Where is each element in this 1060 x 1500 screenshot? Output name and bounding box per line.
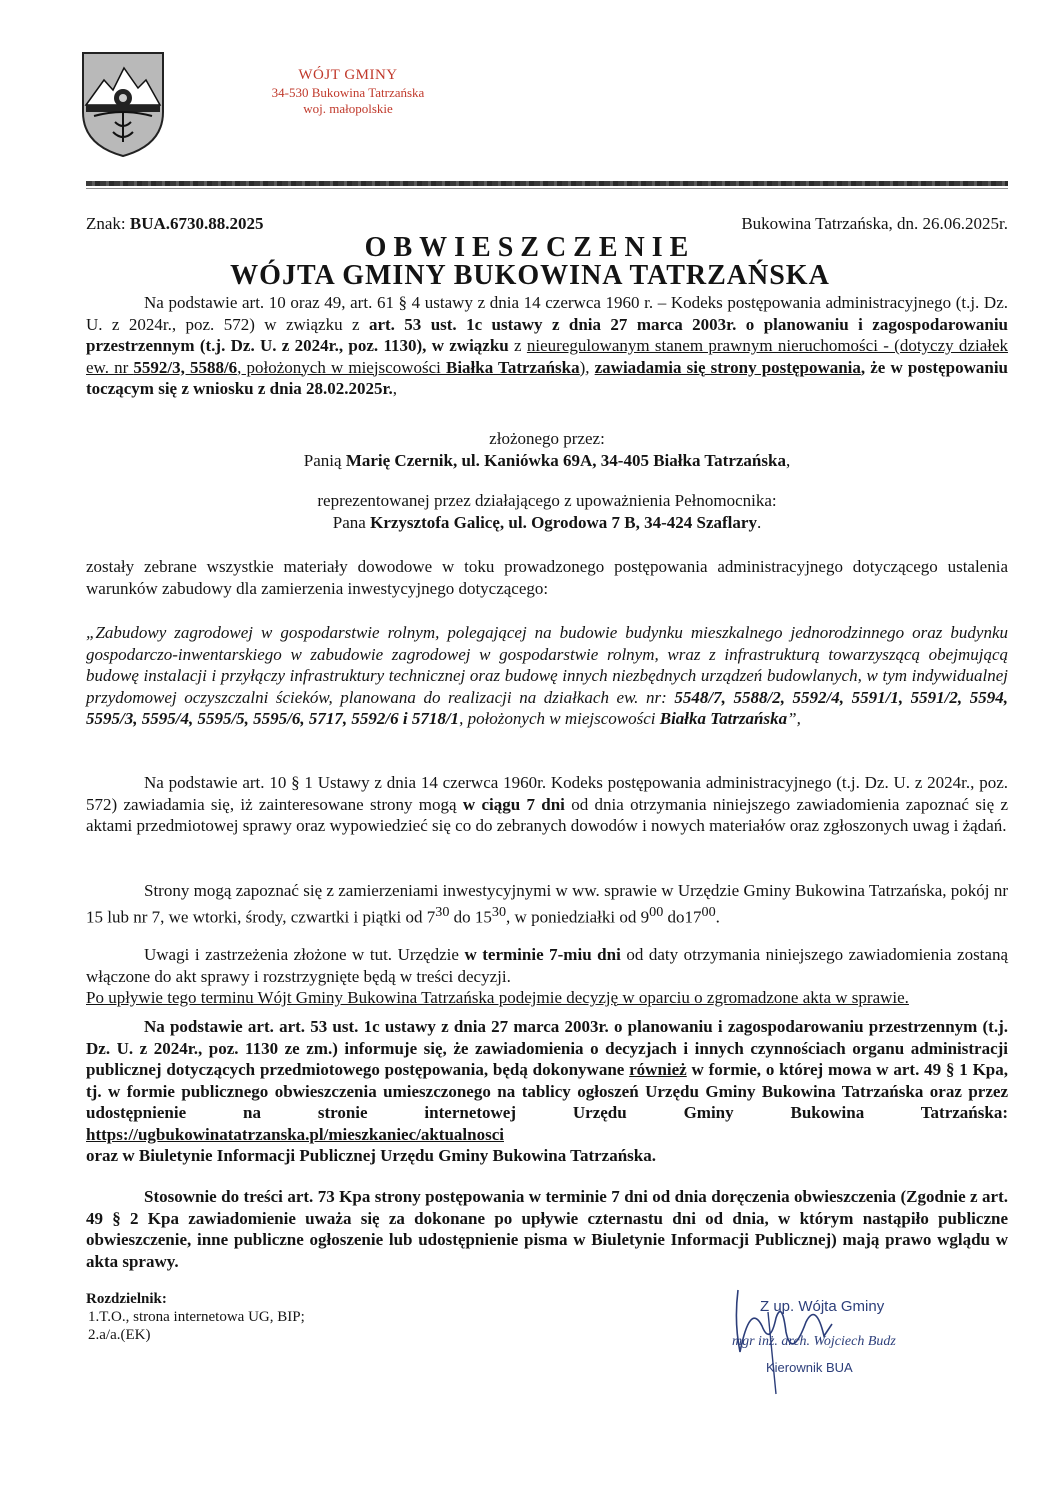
evidence-paragraph: zostały zebrane wszystkie materiały dowodowe w toku prowadzonego postępowania administracyjnego dotyczącego ustalenia warunków zabudowy dla zamierzenia inwestycyjnego dotyczącego:	[86, 557, 1008, 598]
document-subtitle: WÓJTA GMINY BUKOWINA TATRZAŃSKA	[230, 260, 830, 291]
distribution-title: Rozdzielnik:	[86, 1291, 167, 1307]
representative-label: reprezentowanej przez działającego z upoważnienia Pełnomocnika:	[317, 491, 777, 510]
distribution-item: 2.a/a.(EK)	[88, 1327, 151, 1343]
distribution-list	[86, 1290, 305, 1344]
public-notice-paragraph: Na podstawie art. art. 53 ust. 1c ustawy z dnia 27 marca 2003r. o planowaniu i zagospodarowaniu przestrzennym (t.j. Dz. U. z 2024r., poz. 1130 ze zm.) informuje się, że zawiadomienia o decyzjach i innych czynnościach organu administracji publicznej dotyczących przedmiotowego postępowania, będą dokonywane również w formie, o której mowa w art. 49 § 1 Kpa, tj. w formie publicznego obwieszczenia umieszczonego na tablicy ogłoszeń Urzędu Gminy Bukowina Tatrzańska oraz przez udostępnienie na stronie internetowej Urzędu Gminy Bukowina Tatrzańska: https://ugbukowinatatrzanska.pl/mieszkaniec/aktualnosci oraz w Biuletynie Informacji Publicznej Urzędu Gminy Bukowina Tatrzańska.	[86, 1017, 1008, 1165]
document-title: OBWIESZCZENIE	[364, 232, 696, 263]
stamp-address: 34-530 Bukowina Tatrzańska	[271, 84, 425, 100]
representative-name: Pana Krzysztofa Galicę, ul. Ogrodowa 7 B, 34-424 Szaflary.	[332, 512, 762, 532]
investment-description: „Zabudowy zagrodowej w gospodarstwie rolnym, polegającej na budowie budynku mieszkalnego jednorodzinnego oraz budynku gospodarczo-inwentarskiego w zabudowie zagrodowej w gospodarstwie rolnym, wraz z infrastrukturą towarzyszącą obejmującą budowę instalacji i przyłączy infrastruktury technicznej oraz budowę innych niezbędnych urządzeń budowlanych, w tym indywidualnej przydomowej oczyszczalni ścieków, planowana do realizacji na działkach ew. nr: 5548/7, 5588/2, 5592/4, 5591/1, 5591/2, 5594, 5595/3, 5595/4, 5595/5, 5595/6, 5717, 5592/6 i 5718/1, położonych w miejscowości Białka Tatrzańska”,	[86, 623, 1008, 728]
intro-paragraph: Na podstawie art. 10 oraz 49, art. 61 § 4 ustawy z dnia 14 czerwca 1960 r. – Kodeks postępowania administracyjnego (t.j. Dz. U. z 2024r., poz. 572) w związku z art. 53 ust. 1c ustawy z dnia 27 marca 2003r. o planowaniu i zagospodarowaniu przestrzennym (t.j. Dz. U. z 2024r., poz. 1130), w związku z nieuregulowanym stanem prawnym nieruchomości - (dotyczy działek ew. nr 5592/3, 5588/6, położonych w miejscowości Białka Tatrzańska), zawiadamia się strony postępowania, że w postępowaniu toczącym się z wniosku z dnia 28.02.2025r.,	[86, 293, 1009, 398]
signature-line-1: Z up. Wójta Gminy	[760, 1298, 885, 1315]
applicant-label: złożonego przez:	[489, 429, 605, 448]
stamp-title: WÓJT GMINY	[298, 67, 398, 83]
distribution-item: 1.T.O., strona internetowa UG, BIP;	[88, 1309, 305, 1325]
coat-of-arms-logo	[80, 50, 166, 158]
document-date: Bukowina Tatrzańska, dn. 26.06.2025r.	[741, 214, 1008, 233]
signature-line-3: Kierownik BUA	[766, 1360, 853, 1375]
representative-block	[86, 490, 1008, 533]
inspection-rights-paragraph: Stosownie do treści art. 73 Kpa strony postępowania w terminie 7 dni od dnia doręczenia obwieszczenia (Zgodnie z art. 49 § 2 Kpa zawiadomienie uważa się za dokonane po upływie czternastu dni od dnia, w którym nastąpiło publiczne obwieszczenie, inne publiczne ogłoszenie lub udostępnienie pisma w Biuletynie Informacji Publicznej) mają prawo wglądu w akta sprawy.	[86, 1187, 1008, 1271]
remarks-paragraph: Uwagi i zastrzeżenia złożone w tut. Urzędzie w terminie 7-miu dni od daty otrzymania niniejszego zawiadomienia zostaną włączone do akt sprawy i rozstrzygnięte będą w treści decyzji. Po upływie tego terminu Wójt Gminy Bukowina Tatrzańska podejmie decyzję w oparciu o zgromadzone akta w sprawie.	[86, 945, 1008, 1007]
header-divider	[86, 181, 1008, 186]
signature-stamp	[720, 1282, 950, 1402]
bip-website-link[interactable]: https://ugbukowinatatrzanska.pl/mieszkaniec/aktualnosci	[86, 1124, 504, 1144]
applicant-block	[86, 428, 1008, 471]
notification-paragraph: Na podstawie art. 10 § 1 Ustawy z dnia 14 czerwca 1960r. Kodeks postępowania administracyjnego (t.j. Dz. U. z 2024r., poz. 572) zawiadamia się, iż zainteresowane strony mogą w ciągu 7 dni od dnia otrzymania niniejszego zawiadomienia zapoznać się z aktami przedmiotowej sprawy oraz wypowiedzieć się co do zebranych dowodów i nowych materiałów oraz zgłoszonych uwag i żądań.	[86, 773, 1008, 835]
header-divider-thin	[86, 188, 1008, 189]
stamp-region: woj. małopolskie	[303, 101, 393, 116]
signature-line-2: mgr inż. arch. Wojciech Budz	[732, 1334, 896, 1349]
deadline-note: Po upływie tego terminu Wójt Gminy Bukowina Tatrzańska podejmie decyzję w oparciu o zgromadzone akta w sprawie.	[86, 988, 909, 1007]
reference-number: Znak: BUA.6730.88.2025	[86, 214, 264, 233]
office-stamp	[228, 66, 468, 117]
applicant-name: Panią Marię Czernik, ul. Kaniówka 69A, 34-405 Białka Tatrzańska,	[303, 450, 791, 470]
office-hours-paragraph: Strony mogą zapoznać się z zamierzeniami inwestycyjnymi w ww. sprawie w Urzędzie Gminy Bukowina Tatrzańska, pokój nr 15 lub nr 7, we wtorki, środy, czwartki i piątki od $7^{30}$ do $15^{30}$, w poniedziałki od $9^{00}$ $do17^{00}$.	[86, 881, 1008, 927]
